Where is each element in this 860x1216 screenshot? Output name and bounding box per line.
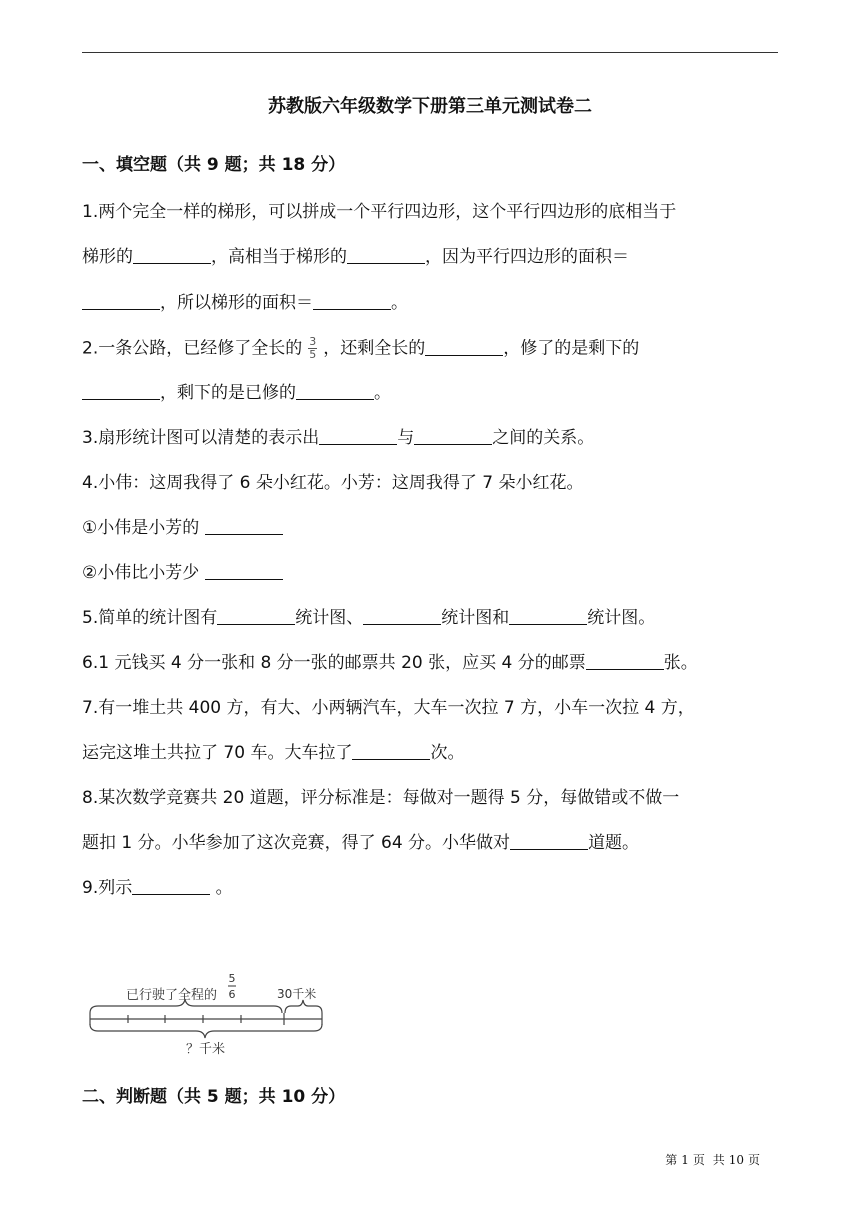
answer-blank[interactable] <box>319 426 397 445</box>
header-rule <box>82 52 778 53</box>
question-2-line-1: 2.一条公路，已经修了全长的 $\frac{3}{5}$ ，还剩全长的 ，修了的是剩下的 <box>82 335 640 361</box>
total-distance-label: ？千米 <box>186 1042 226 1057</box>
traveled-label: 已行驶了全程的 <box>126 988 218 1003</box>
question-7-line-2: 运完这堆土共拉了 70 车。大车拉了 次。 <box>82 743 465 763</box>
total-brace <box>90 1024 322 1038</box>
page-title: 苏教版六年级数学下册第三单元测试卷二 <box>268 96 592 117</box>
remaining-distance-label: 30千米 <box>277 987 317 1001</box>
answer-blank[interactable] <box>425 337 503 356</box>
answer-blank[interactable] <box>586 651 664 670</box>
section-heading-true-false: 二、判断题（共 5 题；共 10 分） <box>82 1087 346 1107</box>
fraction-numerator: 5 <box>228 972 236 985</box>
question-1-line-1: 1.两个完全一样的梯形，可以拼成一个平行四边形，这个平行四边形的底相当于 <box>82 202 677 222</box>
answer-blank[interactable] <box>205 561 283 580</box>
question-5: 5.简单的统计图有 统计图、 统计图和 统计图。 <box>82 608 656 628</box>
answer-blank[interactable] <box>363 606 441 625</box>
answer-blank[interactable] <box>82 381 160 400</box>
answer-blank[interactable] <box>296 381 374 400</box>
answer-blank[interactable] <box>510 831 588 850</box>
answer-blank[interactable] <box>205 516 283 535</box>
answer-blank[interactable] <box>217 606 295 625</box>
answer-blank[interactable] <box>82 291 160 310</box>
answer-blank[interactable] <box>352 741 430 760</box>
section-heading-fill-in: 一、填空题（共 9 题；共 18 分） <box>82 155 346 175</box>
fraction-three-fifths: $\frac{3}{5}$ <box>309 335 317 361</box>
fraction-denominator: 6 <box>228 988 236 1001</box>
traveled-brace <box>90 999 282 1013</box>
question-1-line-2: 梯形的 ，高相当于梯形的 ，因为平行四边形的面积＝ <box>82 247 629 267</box>
question-6: 6.1 元钱买 4 分一张和 8 分一张的邮票共 20 张，应买 4 分的邮票 张。 <box>82 653 698 673</box>
remaining-brace <box>285 1000 322 1013</box>
question-2-line-2: ，剩下的是已修的 。 <box>82 381 391 405</box>
answer-blank[interactable] <box>313 291 391 310</box>
answer-blank[interactable] <box>347 245 425 264</box>
question-4-line-1: 4.小伟：这周我得了 6 朵小红花。小芳：这周我得了 7 朵小红花。 <box>82 473 584 493</box>
question-1-line-3: ，所以梯形的面积＝ 。 <box>82 291 408 315</box>
question-7-line-1: 7.有一堆土共 400 方，有大、小两辆汽车，大车一次拉 7 方，小车一次拉 4 方， <box>82 698 695 718</box>
distance-diagram <box>84 966 334 1062</box>
question-8-line-1: 8.某次数学竞赛共 20 道题，评分标准是：每做对一题得 5 分，每做错或不做一 <box>82 788 680 808</box>
question-4-sub-1: ①小伟是小芳的 <box>82 516 283 540</box>
answer-blank[interactable] <box>132 876 210 895</box>
question-9: 9.列示 。 <box>82 878 233 898</box>
answer-blank[interactable] <box>509 606 587 625</box>
question-3: 3.扇形统计图可以清楚的表示出 与 之间的关系。 <box>82 428 595 448</box>
question-4-sub-2: ②小伟比小芳少 <box>82 561 283 585</box>
answer-blank[interactable] <box>414 426 492 445</box>
answer-blank[interactable] <box>133 245 211 264</box>
question-8-line-2: 题扣 1 分。小华参加了这次竞赛，得了 64 分。小华做对 道题。 <box>82 833 640 853</box>
page-footer: 第 1 页 共 10 页 <box>665 1153 760 1167</box>
